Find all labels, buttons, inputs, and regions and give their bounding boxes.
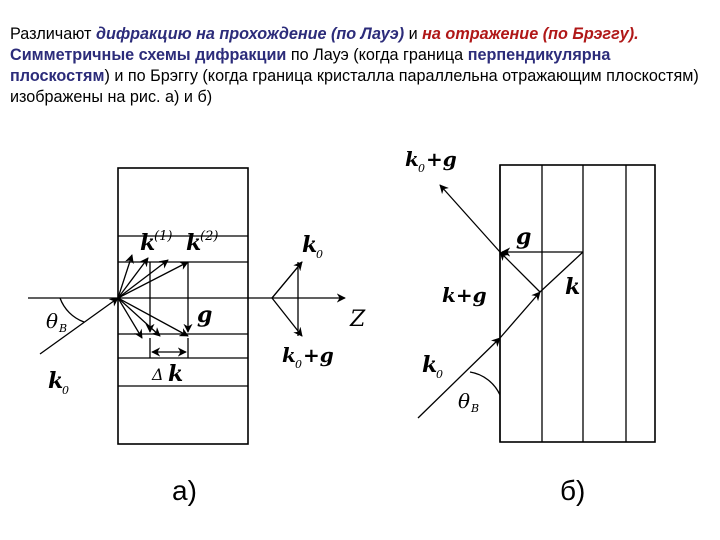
- theta-b-subscript: B: [471, 402, 480, 415]
- k0g-label: k: [282, 343, 296, 367]
- k-label: k: [565, 274, 581, 300]
- kg-label: k+g: [442, 283, 487, 307]
- k1-superscript: (1): [154, 229, 173, 244]
- theta-arc: [470, 372, 500, 395]
- bragg-labels: [405, 147, 585, 506]
- caption-a: а): [172, 475, 197, 506]
- text-intro-start: Различают: [10, 25, 96, 43]
- k-vector: [500, 292, 540, 338]
- crystal-slab-a: [118, 168, 248, 444]
- k0g-subscript: 0: [295, 358, 302, 371]
- k0g-label: k: [405, 147, 419, 171]
- theta-b-subscript: B: [59, 322, 68, 335]
- g-label: g: [516, 224, 532, 250]
- k2-label: k: [186, 230, 202, 256]
- k0g-suffix: +g: [303, 343, 334, 367]
- delta-label: Δ: [152, 365, 164, 384]
- text-bragg-rest: ) и по Брэггу (когда граница кристалла параллельна отражающим плоскостям) изображены на рис. а) и б): [10, 67, 699, 106]
- perpendicular-phrase: перпендикулярна плоскостям: [10, 46, 611, 85]
- laue-labels: [46, 229, 366, 506]
- delta-k-label: k: [168, 361, 184, 387]
- k0-label: k: [48, 368, 64, 394]
- theta-arc: [60, 298, 84, 322]
- symmetric-schemes-phrase: Симметричные схемы дифракции: [10, 46, 287, 64]
- laue-diffraction-phrase: дифракцию на прохождение (по Лауэ): [95, 25, 405, 43]
- k0g-subscript: 0: [418, 162, 425, 175]
- k1-label: k: [140, 230, 156, 256]
- g-label: g: [197, 302, 213, 328]
- k0-label: k: [422, 352, 438, 378]
- text-laue-when: по Лауэ (когда граница: [286, 46, 468, 64]
- laue-diagram: [28, 168, 345, 444]
- right-k0-label: k: [302, 232, 318, 258]
- outgoing-k0g-arrow: [440, 185, 500, 252]
- text-and: и: [404, 25, 423, 43]
- theta-b-label: θ: [458, 389, 471, 413]
- theta-b-label: θ: [46, 309, 59, 333]
- k0g-suffix: +g: [426, 147, 457, 171]
- right-k0-subscript: 0: [316, 248, 323, 261]
- kg-vector: [500, 252, 540, 292]
- bragg-diffraction-phrase: на отражение (по Брэггу).: [422, 25, 639, 43]
- k0-subscript: 0: [62, 384, 69, 397]
- caption-b: б): [560, 475, 586, 506]
- crystal-slab-b: [500, 165, 655, 442]
- k0-subscript: 0: [436, 368, 443, 381]
- z-axis-label: Z: [350, 307, 366, 332]
- k2-superscript: (2): [200, 229, 219, 244]
